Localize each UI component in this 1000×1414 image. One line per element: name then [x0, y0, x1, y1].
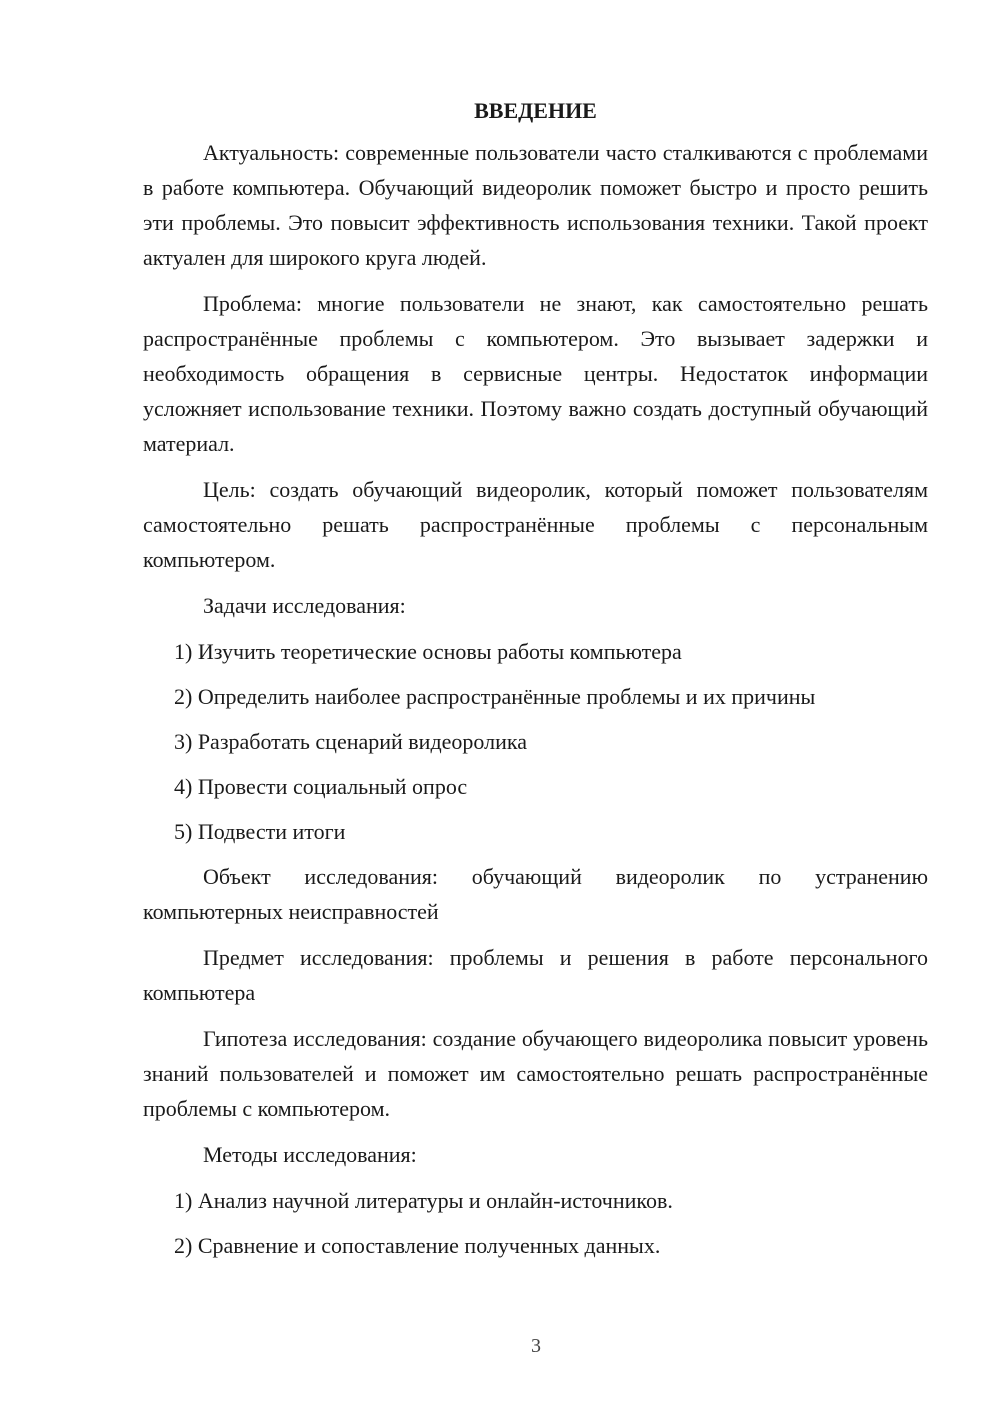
list-item: 1) Изучить теоретические основы работы компьютера [174, 639, 682, 664]
tasks-list [143, 634, 928, 849]
goal-paragraph: Цель: создать обучающий видеоролик, который поможет пользователям самостоятельно решать распространённые проблемы с персональным компьютером. [143, 477, 928, 572]
list-item: 5) Подвести итоги [174, 819, 346, 844]
methods-list [143, 1183, 928, 1263]
list-item: 1) Анализ научной литературы и онлайн-источников. [174, 1188, 673, 1213]
list-item: 2) Определить наиболее распространённые проблемы и их причины [174, 684, 816, 709]
list-item: 3) Разработать сценарий видеоролика [174, 729, 527, 754]
relevance-paragraph: Актуальность: современные пользователи часто сталкиваются с проблемами в работе компьютера. Обучающий видеоролик поможет быстро и просто решить эти проблемы. Это повысит эффективность использования техники. Такой проект актуален для широкого круга людей. [143, 140, 928, 270]
list-item: 2) Сравнение и сопоставление полученных данных. [174, 1233, 661, 1258]
problem-paragraph: Проблема: многие пользователи не знают, как самостоятельно решать распространённые проблемы с компьютером. Это вызывает задержки и необходимость обращения в сервисные центры. Недостаток информации усложняет использование техники. Поэтому важно создать доступный обучающий материал. [143, 291, 928, 456]
tasks-heading: Задачи исследования: [203, 593, 406, 618]
subject-paragraph: Предмет исследования: проблемы и решения в работе персонального компьютера [143, 945, 928, 1005]
page-number: 3 [531, 1335, 541, 1357]
page-title: ВВЕДЕНИЕ [474, 98, 597, 123]
object-paragraph: Объект исследования: обучающий видеоролик по устранению компьютерных неисправностей [143, 864, 928, 924]
methods-heading: Методы исследования: [203, 1142, 417, 1167]
list-item: 4) Провести социальный опрос [174, 774, 468, 799]
hypothesis-paragraph: Гипотеза исследования: создание обучающего видеоролика повысит уровень знаний пользователей и поможет им самостоятельно решать распространённые проблемы с компьютером. [143, 1026, 928, 1121]
